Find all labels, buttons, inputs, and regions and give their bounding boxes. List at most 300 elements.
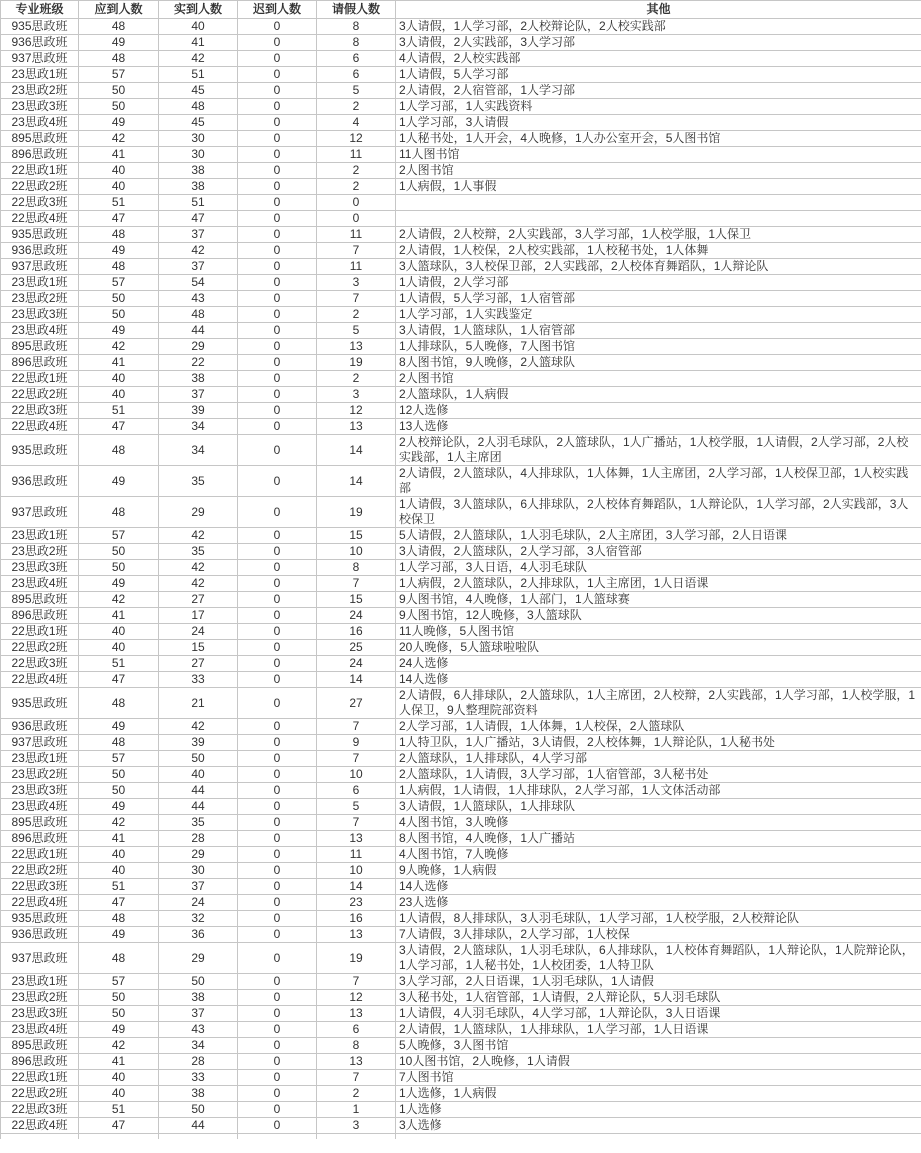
cell[interactable]: 0 [238,435,317,466]
cell[interactable]: 38 [159,371,238,387]
cell[interactable]: 6 [317,51,396,67]
cell[interactable]: 13 [317,831,396,847]
cell[interactable]: 0 [238,1102,317,1118]
cell[interactable]: 23思政2班 [1,990,79,1006]
cell[interactable] [396,195,921,211]
cell[interactable]: 0 [238,1086,317,1102]
cell[interactable]: 35 [159,466,238,497]
cell[interactable]: 38 [159,990,238,1006]
cell[interactable]: 0 [238,227,317,243]
cell[interactable]: 8 [317,35,396,51]
cell[interactable]: 13 [317,1054,396,1070]
cell[interactable]: 24 [159,895,238,911]
cell[interactable]: 895思政班 [1,339,79,355]
cell[interactable]: 2 [317,307,396,323]
cell[interactable]: 41 [79,831,159,847]
cell[interactable]: 0 [238,831,317,847]
cell[interactable]: 50 [79,544,159,560]
cell[interactable]: 40 [79,640,159,656]
cell[interactable]: 47 [79,1118,159,1134]
cell[interactable]: 40 [79,847,159,863]
cell[interactable]: 41 [79,147,159,163]
cell[interactable]: 23思政2班 [1,291,79,307]
cell[interactable]: 0 [238,403,317,419]
cell[interactable]: 0 [238,656,317,672]
cell[interactable]: 14人选修 [396,672,921,688]
cell[interactable]: 24 [317,608,396,624]
cell[interactable]: 11 [317,227,396,243]
cell[interactable]: 3 [317,1118,396,1134]
cell[interactable]: 0 [238,990,317,1006]
cell[interactable]: 0 [238,83,317,99]
cell[interactable]: 0 [238,815,317,831]
cell[interactable]: 15 [317,592,396,608]
cell[interactable]: 0 [238,672,317,688]
cell[interactable]: 937思政班 [1,943,79,974]
cell[interactable]: 13 [317,1006,396,1022]
cell[interactable]: 40 [79,387,159,403]
cell[interactable]: 29 [159,943,238,974]
cell[interactable]: 37 [159,227,238,243]
column-header-leave[interactable]: 请假人数 [317,1,396,19]
cell[interactable]: 49 [79,799,159,815]
cell[interactable]: 935思政班 [1,911,79,927]
cell[interactable]: 0 [238,291,317,307]
cell[interactable]: 37 [159,1006,238,1022]
cell[interactable]: 51 [159,67,238,83]
cell[interactable]: 41 [79,1054,159,1070]
cell[interactable]: 42 [79,592,159,608]
cell[interactable]: 2人图书馆 [396,163,921,179]
cell[interactable]: 12 [317,403,396,419]
cell[interactable]: 41 [79,608,159,624]
cell[interactable]: 19 [317,943,396,974]
cell[interactable]: 3 [317,387,396,403]
cell[interactable]: 2人请假，6人排球队，2人篮球队，1人主席团，2人校辩，2人实践部，1人学习部，1人校学服，1人保卫，9人整理院部资料 [396,688,921,719]
cell[interactable]: 0 [238,419,317,435]
cell[interactable]: 1人请假，5人学习部 [396,67,921,83]
cell[interactable]: 51 [79,879,159,895]
cell[interactable]: 32 [159,911,238,927]
cell[interactable]: 0 [238,355,317,371]
cell[interactable]: 8人图书馆，4人晚修，1人广播站 [396,831,921,847]
cell[interactable]: 51 [79,403,159,419]
cell[interactable]: 22思政1班 [1,847,79,863]
cell[interactable]: 935思政班 [1,688,79,719]
cell[interactable]: 0 [238,799,317,815]
cell[interactable]: 19 [317,355,396,371]
cell[interactable]: 7人请假，3人排球队，2人学习部，1人校保 [396,927,921,943]
cell[interactable]: 1人请假，8人排球队，3人羽毛球队，1人学习部，1人校学服，2人校辩论队 [396,911,921,927]
cell[interactable]: 35 [159,815,238,831]
cell[interactable]: 8 [317,560,396,576]
cell[interactable]: 6 [317,1022,396,1038]
cell[interactable]: 42 [159,576,238,592]
cell[interactable]: 0 [238,895,317,911]
cell[interactable] [79,1134,159,1140]
cell[interactable]: 14 [317,435,396,466]
cell[interactable]: 10人图书馆，2人晚修，1人请假 [396,1054,921,1070]
cell[interactable]: 0 [238,387,317,403]
cell[interactable]: 1人请假，4人羽毛球队，4人学习部，1人辩论队，3人日语课 [396,1006,921,1022]
cell[interactable]: 22思政2班 [1,640,79,656]
cell[interactable]: 896思政班 [1,831,79,847]
cell[interactable]: 895思政班 [1,131,79,147]
cell[interactable]: 22思政2班 [1,863,79,879]
cell[interactable]: 2人图书馆 [396,371,921,387]
cell[interactable]: 37 [159,879,238,895]
cell[interactable]: 22思政4班 [1,419,79,435]
cell[interactable]: 12 [317,131,396,147]
cell[interactable]: 22思政2班 [1,387,79,403]
cell[interactable]: 40 [159,767,238,783]
cell[interactable]: 34 [159,435,238,466]
cell[interactable]: 14 [317,879,396,895]
cell[interactable]: 0 [238,767,317,783]
cell[interactable]: 1人请假，3人篮球队，6人排球队，2人校体育舞蹈队，1人辩论队，1人学习部，2人实践部，3人校保卫 [396,497,921,528]
cell[interactable]: 935思政班 [1,435,79,466]
cell[interactable]: 936思政班 [1,466,79,497]
cell[interactable]: 1人病假，1人请假，1人排球队，2人学习部，1人文体活动部 [396,783,921,799]
cell[interactable]: 47 [79,672,159,688]
cell[interactable]: 0 [238,1070,317,1086]
cell[interactable]: 895思政班 [1,592,79,608]
cell[interactable]: 0 [238,688,317,719]
cell[interactable]: 57 [79,275,159,291]
cell[interactable]: 0 [238,497,317,528]
cell[interactable]: 0 [238,67,317,83]
cell[interactable]: 23思政4班 [1,799,79,815]
cell[interactable]: 47 [79,211,159,227]
cell[interactable]: 14人选修 [396,879,921,895]
cell[interactable]: 2人请假，2人校辩，2人实践部，3人学习部，1人校学服，1人保卫 [396,227,921,243]
cell[interactable]: 13 [317,339,396,355]
cell[interactable]: 12人选修 [396,403,921,419]
cell[interactable]: 0 [238,99,317,115]
cell[interactable]: 0 [238,371,317,387]
cell[interactable]: 0 [238,943,317,974]
column-header-other[interactable]: 其他 [396,1,921,19]
cell[interactable]: 23思政4班 [1,115,79,131]
cell[interactable]: 41 [159,35,238,51]
cell[interactable]: 22思政1班 [1,163,79,179]
cell[interactable]: 2人篮球队，1人病假 [396,387,921,403]
cell[interactable]: 0 [238,147,317,163]
cell[interactable]: 5 [317,799,396,815]
cell[interactable]: 39 [159,735,238,751]
cell[interactable]: 9人图书馆，12人晚修，3人篮球队 [396,608,921,624]
cell[interactable]: 1人选修，1人病假 [396,1086,921,1102]
cell[interactable]: 49 [79,1022,159,1038]
cell[interactable]: 50 [79,1006,159,1022]
cell[interactable]: 29 [159,339,238,355]
cell[interactable]: 23思政3班 [1,99,79,115]
cell[interactable]: 937思政班 [1,51,79,67]
cell[interactable]: 0 [238,974,317,990]
cell[interactable]: 0 [317,211,396,227]
cell[interactable]: 7 [317,576,396,592]
cell[interactable]: 1人学习部，3人日语，4人羽毛球队 [396,560,921,576]
cell[interactable]: 896思政班 [1,608,79,624]
cell[interactable]: 0 [238,1038,317,1054]
cell[interactable]: 49 [79,719,159,735]
cell[interactable]: 23人选修 [396,895,921,911]
cell[interactable]: 3人请假，2人篮球队，1人羽毛球队，6人排球队，1人校体育舞蹈队，1人辩论队，1人院辩论队，1人学习部，1人秘书处，1人校团委，1人特卫队 [396,943,921,974]
cell[interactable]: 1人请假，5人学习部，1人宿管部 [396,291,921,307]
cell[interactable]: 2人篮球队，1人请假，3人学习部，1人宿管部，3人秘书处 [396,767,921,783]
cell[interactable]: 57 [79,974,159,990]
cell[interactable]: 3人请假，1人篮球队，1人宿管部 [396,323,921,339]
cell[interactable]: 3人秘书处，1人宿管部，1人请假，2人辩论队，5人羽毛球队 [396,990,921,1006]
cell[interactable]: 23思政3班 [1,1006,79,1022]
cell[interactable]: 0 [238,1054,317,1070]
cell[interactable]: 40 [79,163,159,179]
cell[interactable]: 0 [238,640,317,656]
cell[interactable]: 44 [159,1118,238,1134]
cell[interactable]: 40 [79,1086,159,1102]
cell[interactable]: 45 [159,83,238,99]
cell[interactable]: 23思政1班 [1,67,79,83]
cell[interactable]: 23思政3班 [1,307,79,323]
cell[interactable]: 2人校辩论队，2人羽毛球队，2人篮球队，1人广播站，1人校学服，1人请假，2人学习部，2人校实践部，1人主席团 [396,435,921,466]
cell[interactable]: 1人特卫队，1人广播站，3人请假，2人校体舞，1人辩论队，1人秘书处 [396,735,921,751]
cell[interactable]: 11 [317,147,396,163]
cell[interactable]: 23思政2班 [1,767,79,783]
cell[interactable]: 11人图书馆 [396,147,921,163]
cell[interactable]: 35 [159,544,238,560]
cell[interactable]: 49 [79,466,159,497]
cell[interactable]: 16 [317,911,396,927]
cell[interactable]: 47 [79,895,159,911]
cell[interactable]: 48 [79,435,159,466]
cell[interactable]: 936思政班 [1,243,79,259]
cell[interactable]: 42 [79,339,159,355]
cell[interactable]: 1人病假，2人篮球队，2人排球队，1人主席团，1人日语课 [396,576,921,592]
cell[interactable]: 5人晚修，3人图书馆 [396,1038,921,1054]
cell[interactable]: 39 [159,403,238,419]
cell[interactable]: 41 [79,355,159,371]
cell[interactable]: 5 [317,83,396,99]
cell[interactable]: 935思政班 [1,227,79,243]
cell[interactable]: 33 [159,672,238,688]
cell[interactable]: 10 [317,863,396,879]
cell[interactable]: 3人学习部，2人日语课，1人羽毛球队，1人请假 [396,974,921,990]
cell[interactable]: 2人学习部，1人请假，1人体舞，1人校保，2人篮球队 [396,719,921,735]
cell[interactable]: 10 [317,767,396,783]
cell[interactable]: 37 [159,387,238,403]
cell[interactable]: 43 [159,291,238,307]
cell[interactable]: 3人请假，1人学习部，2人校辩论队，2人校实践部 [396,19,921,35]
cell[interactable]: 7 [317,291,396,307]
cell[interactable]: 1人选修 [396,1102,921,1118]
cell[interactable]: 49 [79,927,159,943]
cell[interactable]: 22思政3班 [1,195,79,211]
cell[interactable]: 23思政4班 [1,323,79,339]
cell[interactable]: 51 [159,195,238,211]
cell[interactable]: 8 [317,1038,396,1054]
cell[interactable]: 896思政班 [1,1054,79,1070]
column-header-class[interactable]: 专业班级 [1,1,79,19]
cell[interactable]: 14 [317,672,396,688]
cell[interactable]: 22思政4班 [1,895,79,911]
cell[interactable]: 8人图书馆，9人晚修，2人篮球队 [396,355,921,371]
cell[interactable]: 48 [159,99,238,115]
cell[interactable]: 28 [159,1054,238,1070]
cell[interactable]: 37 [159,259,238,275]
cell[interactable]: 24 [159,624,238,640]
cell[interactable]: 40 [79,371,159,387]
cell[interactable]: 0 [238,592,317,608]
cell[interactable] [317,1134,396,1140]
cell[interactable]: 28 [159,831,238,847]
cell[interactable]: 50 [79,291,159,307]
cell[interactable]: 0 [238,751,317,767]
cell[interactable]: 10 [317,544,396,560]
cell[interactable]: 13 [317,419,396,435]
cell[interactable]: 27 [159,656,238,672]
cell[interactable]: 15 [317,528,396,544]
cell[interactable]: 7人图书馆 [396,1070,921,1086]
cell[interactable]: 2 [317,371,396,387]
cell[interactable]: 22思政4班 [1,1118,79,1134]
cell[interactable]: 54 [159,275,238,291]
cell[interactable]: 6 [317,783,396,799]
cell[interactable]: 40 [159,19,238,35]
cell[interactable]: 42 [79,815,159,831]
cell[interactable]: 42 [79,131,159,147]
cell[interactable]: 34 [159,1038,238,1054]
cell[interactable]: 23思政1班 [1,528,79,544]
cell[interactable]: 0 [238,19,317,35]
cell[interactable]: 3人请假，2人篮球队，2人学习部，3人宿管部 [396,544,921,560]
cell[interactable]: 1人秘书处，1人开会，4人晚修，1人办公室开会，5人图书馆 [396,131,921,147]
cell[interactable]: 47 [159,211,238,227]
cell[interactable]: 45 [159,115,238,131]
cell[interactable]: 50 [79,560,159,576]
cell[interactable]: 4人请假，2人校实践部 [396,51,921,67]
column-header-late[interactable]: 迟到人数 [238,1,317,19]
cell[interactable]: 0 [238,259,317,275]
cell[interactable]: 0 [238,35,317,51]
cell[interactable]: 29 [159,497,238,528]
cell[interactable]: 48 [79,943,159,974]
cell[interactable]: 16 [317,624,396,640]
cell[interactable]: 0 [238,466,317,497]
cell[interactable]: 2人篮球队，1人排球队，4人学习部 [396,751,921,767]
cell[interactable]: 48 [79,911,159,927]
cell[interactable]: 30 [159,131,238,147]
cell[interactable]: 19 [317,497,396,528]
cell[interactable]: 2人请假，2人篮球队，4人排球队，1人体舞，1人主席团，2人学习部，1人校保卫部，1人校实践部 [396,466,921,497]
cell[interactable]: 51 [79,656,159,672]
cell[interactable]: 50 [159,974,238,990]
cell[interactable]: 935思政班 [1,19,79,35]
cell[interactable]: 0 [238,275,317,291]
cell[interactable]: 20人晚修，5人篮球啦啦队 [396,640,921,656]
cell[interactable]: 4人图书馆，7人晚修 [396,847,921,863]
cell[interactable]: 0 [238,195,317,211]
cell[interactable]: 22思政3班 [1,879,79,895]
column-header-expected[interactable]: 应到人数 [79,1,159,19]
cell[interactable]: 2 [317,163,396,179]
cell[interactable]: 0 [238,163,317,179]
cell[interactable]: 15 [159,640,238,656]
cell[interactable]: 33 [159,1070,238,1086]
cell[interactable]: 43 [159,1022,238,1038]
cell[interactable]: 42 [159,719,238,735]
cell[interactable]: 13人选修 [396,419,921,435]
cell[interactable]: 937思政班 [1,259,79,275]
cell[interactable]: 42 [159,528,238,544]
cell[interactable]: 49 [79,35,159,51]
cell[interactable]: 1人学习部，1人实践资料 [396,99,921,115]
cell[interactable]: 4 [317,115,396,131]
cell[interactable]: 23思政2班 [1,83,79,99]
cell[interactable] [159,1134,238,1140]
cell[interactable]: 0 [238,927,317,943]
cell[interactable]: 0 [238,323,317,339]
cell[interactable]: 40 [79,1070,159,1086]
cell[interactable]: 2 [317,1086,396,1102]
cell[interactable]: 0 [238,624,317,640]
cell[interactable]: 8 [317,19,396,35]
cell[interactable]: 0 [238,608,317,624]
cell[interactable]: 48 [79,51,159,67]
cell[interactable]: 48 [159,307,238,323]
cell[interactable]: 48 [79,227,159,243]
cell[interactable]: 5人请假，2人篮球队，1人羽毛球队，2人主席团，3人学习部，2人日语课 [396,528,921,544]
cell[interactable] [396,1134,921,1140]
cell[interactable]: 27 [317,688,396,719]
column-header-actual[interactable]: 实到人数 [159,1,238,19]
cell[interactable] [238,1134,317,1140]
cell[interactable]: 0 [238,211,317,227]
cell[interactable]: 0 [238,339,317,355]
cell[interactable]: 50 [159,751,238,767]
cell[interactable]: 50 [79,83,159,99]
cell[interactable]: 0 [238,863,317,879]
cell[interactable]: 22思政2班 [1,1086,79,1102]
cell[interactable]: 0 [238,1006,317,1022]
cell[interactable]: 25 [317,640,396,656]
cell[interactable]: 0 [238,179,317,195]
cell[interactable]: 5 [317,323,396,339]
cell[interactable]: 49 [79,323,159,339]
cell[interactable]: 49 [79,576,159,592]
cell[interactable]: 2 [317,179,396,195]
cell[interactable]: 23 [317,895,396,911]
cell[interactable]: 48 [79,259,159,275]
cell[interactable]: 0 [238,847,317,863]
cell[interactable]: 0 [238,560,317,576]
cell[interactable]: 937思政班 [1,497,79,528]
cell[interactable]: 0 [238,544,317,560]
cell[interactable]: 50 [79,990,159,1006]
cell[interactable]: 7 [317,751,396,767]
cell[interactable]: 0 [238,783,317,799]
cell[interactable]: 50 [159,1102,238,1118]
cell[interactable]: 48 [79,19,159,35]
cell[interactable]: 14 [317,466,396,497]
cell[interactable]: 48 [79,735,159,751]
cell[interactable]: 1 [317,1102,396,1118]
cell[interactable]: 22思政1班 [1,624,79,640]
cell[interactable]: 23思政1班 [1,751,79,767]
cell[interactable]: 0 [238,576,317,592]
cell[interactable]: 11人晚修，5人图书馆 [396,624,921,640]
cell[interactable]: 936思政班 [1,927,79,943]
cell[interactable]: 4人图书馆，3人晚修 [396,815,921,831]
